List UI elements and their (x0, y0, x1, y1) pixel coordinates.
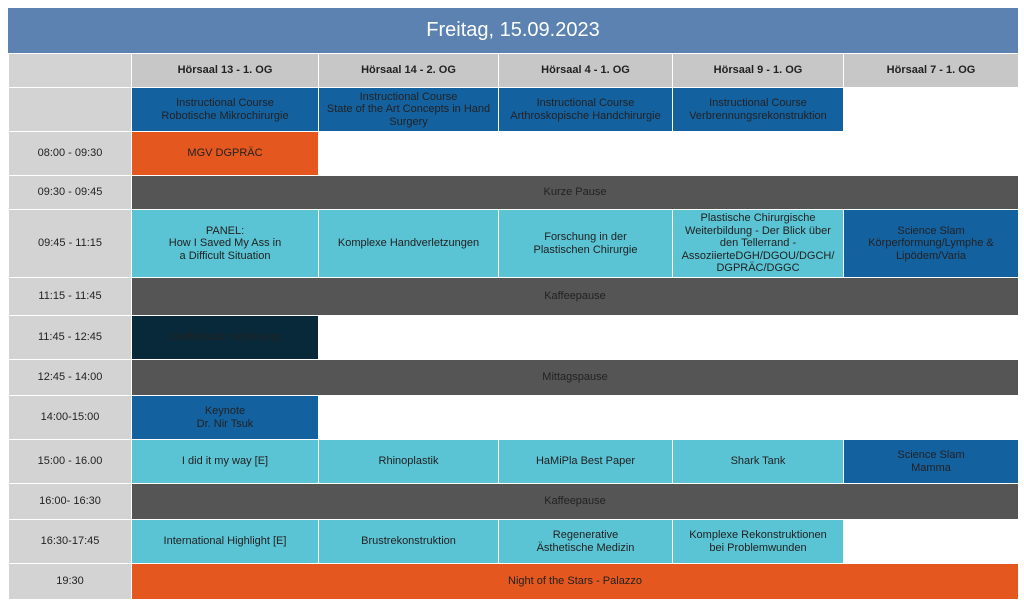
time-cell: 14:00-15:00 (9, 396, 132, 440)
break-cell: Kurze Pause (132, 176, 1019, 210)
time-cell: 08:00 - 09:30 (9, 132, 132, 176)
session-cell[interactable]: Komplexe Handverletzungen (319, 210, 499, 278)
schedule-row (9, 176, 1019, 210)
session-cell[interactable]: International Highlight [E] (132, 520, 319, 564)
time-cell: 15:00 - 16.00 (9, 440, 132, 484)
time-cell: 11:15 - 11:45 (9, 278, 132, 316)
courses-row (9, 88, 1019, 132)
break-cell: Kaffeepause (132, 278, 1019, 316)
session-label: PANEL: How I Saved My Ass in a Difficult Situation (168, 224, 282, 262)
room-header: Hörsaal 9 - 1. OG (673, 54, 844, 88)
time-cell: 19:30 (9, 564, 132, 600)
room-header: Hörsaal 4 - 1. OG (499, 54, 673, 88)
session-cell[interactable] (132, 88, 319, 132)
session-cell[interactable] (132, 210, 319, 278)
schedule-row (9, 396, 1019, 440)
session-cell[interactable]: Brustrekonstruktion (319, 520, 499, 564)
time-cell: 09:30 - 09:45 (9, 176, 132, 210)
schedule-row (9, 132, 1019, 176)
session-cell[interactable]: MGV DGPRÄC (132, 132, 319, 176)
session-cell[interactable] (673, 210, 844, 278)
session-label: Plastische Chirurgische Weiterbildung - Der Blick über den Tellerrand - AssoziierteDGH/DGOU/DGCH/ DGPRÄC/DGGC (681, 212, 835, 275)
header-row (9, 54, 1019, 88)
empty-cell (844, 520, 1019, 564)
session-label: Instructional Course Arthroskopische Handchirurgie (510, 97, 661, 122)
empty-cell (673, 132, 844, 176)
session-label: Komplexe Rekonstruktionen bei Problemwunden (689, 529, 827, 554)
session-cell[interactable] (673, 520, 844, 564)
schedule-row (9, 484, 1019, 520)
schedule-table (8, 53, 1019, 600)
session-cell[interactable] (132, 396, 319, 440)
schedule-row (9, 210, 1019, 278)
time-cell: 16:00- 16:30 (9, 484, 132, 520)
room-header: Hörsaal 14 - 2. OG (319, 54, 499, 88)
session-cell[interactable] (499, 88, 673, 132)
session-label: Forschung in der Plastischen Chirurgie (533, 231, 638, 256)
session-cell[interactable]: Rhinoplastik (319, 440, 499, 484)
time-cell: 16:30-17:45 (9, 520, 132, 564)
empty-cell (673, 396, 844, 440)
session-cell[interactable]: Shark Tank (673, 440, 844, 484)
schedule-row (9, 564, 1019, 600)
empty-cell (673, 316, 844, 360)
session-cell[interactable] (673, 88, 844, 132)
session-label: Regenerative Ästhetische Medizin (536, 529, 635, 554)
empty-cell (844, 396, 1019, 440)
schedule-row (9, 316, 1019, 360)
time-cell: 11:45 - 12:45 (9, 316, 132, 360)
session-cell[interactable] (499, 210, 673, 278)
schedule-row (9, 360, 1019, 396)
session-label: Science Slam Mamma (897, 449, 965, 474)
session-label: Instructional Course Robotische Mikrochirurgie (161, 97, 289, 122)
corner-cell (9, 54, 132, 88)
evening-event-cell[interactable]: Night of the Stars - Palazzo (132, 564, 1019, 600)
session-cell[interactable] (844, 210, 1019, 278)
time-cell: 09:45 - 11:15 (9, 210, 132, 278)
session-cell[interactable] (319, 88, 499, 132)
empty-cell (319, 132, 499, 176)
time-cell (9, 88, 132, 132)
schedule-row (9, 278, 1019, 316)
session-cell[interactable] (499, 520, 673, 564)
schedule-row (9, 440, 1019, 484)
session-label: Keynote Dr. Nir Tsuk (196, 405, 254, 430)
break-cell: Mittagspause (132, 360, 1019, 396)
empty-cell (499, 132, 673, 176)
schedule-row (9, 520, 1019, 564)
empty-cell (499, 316, 673, 360)
break-cell: Kaffeepause (132, 484, 1019, 520)
empty-cell (844, 132, 1019, 176)
session-cell[interactable]: Dieffenbach Vorlesung (132, 316, 319, 360)
session-cell[interactable]: HaMiPla Best Paper (499, 440, 673, 484)
room-header: Hörsaal 13 - 1. OG (132, 54, 319, 88)
empty-cell (844, 316, 1019, 360)
time-cell: 12:45 - 14:00 (9, 360, 132, 396)
session-label: Instructional Course State of the Art Concepts in Hand Surgery (326, 90, 491, 128)
session-cell[interactable] (844, 440, 1019, 484)
session-label: Science Slam Körperformung/Lymphe & Lipödem/Varia (868, 224, 994, 262)
session-cell[interactable]: I did it my way [E] (132, 440, 319, 484)
empty-cell (319, 396, 499, 440)
session-label: Instructional Course Verbrennungsrekonstruktion (689, 97, 827, 122)
empty-cell (319, 316, 499, 360)
room-header: Hörsaal 7 - 1. OG (844, 54, 1019, 88)
empty-cell (844, 88, 1019, 132)
empty-cell (499, 396, 673, 440)
page-title: Freitag, 15.09.2023 (8, 8, 1018, 53)
